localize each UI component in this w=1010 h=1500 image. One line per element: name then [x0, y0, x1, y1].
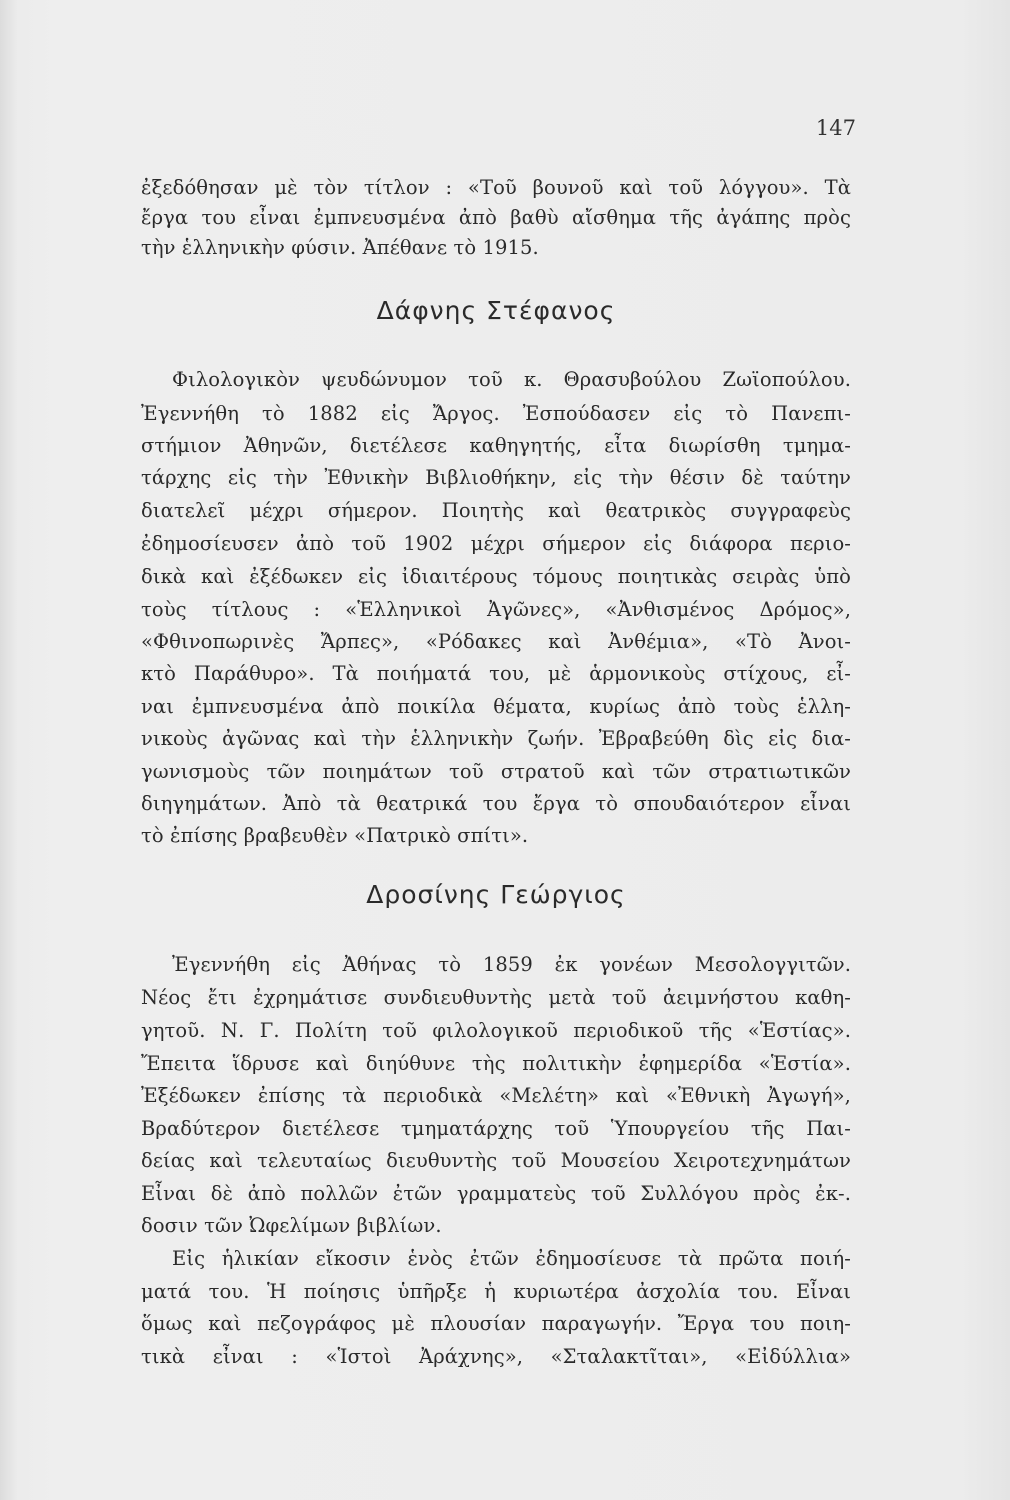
- text-line: δοσιν τῶν Ὠφελίμων βιβλίων.: [141, 1214, 442, 1237]
- text-line: Ἐγεννήθη τὸ 1882 εἰς Ἄργος. Ἐσπούδασεν εἰς τὸ Πανεπι-: [141, 402, 851, 425]
- page-number: 147: [815, 116, 856, 140]
- text-line: Βραδύτερον διετέλεσε τμηματάρχης τοῦ Ὑπουργείου τῆς Παι-: [141, 1117, 851, 1140]
- text-line: ναι ἐμπνευσμένα ἀπὸ ποικίλα θέματα, κυρίως ἀπὸ τοὺς ἑλλη-: [141, 695, 851, 718]
- text-line: δείας καὶ τελευταίως διευθυντὴς τοῦ Μουσείου Χειροτεχνημάτων: [141, 1149, 851, 1172]
- text-line: τοὺς τίτλους : «Ἑλληνικοὶ Ἀγῶνες», «Ἀνθισμένος Δρόμος»,: [141, 598, 851, 621]
- text-line: τὸ ἐπίσης βραβευθὲν «Πατρικὸ σπίτι».: [141, 824, 529, 847]
- text-line: τάρχης εἰς τὴν Ἐθνικὴν Βιβλιοθήκην, εἰς τὴν θέσιν δὲ ταύτην: [141, 466, 851, 489]
- text-line: διηγημάτων. Ἀπὸ τὰ θεατρικά του ἔργα τὸ σπουδαιότερον εἶναι: [141, 792, 851, 815]
- text-line: δικὰ καὶ ἐξέδωκεν εἰς ἰδιαιτέρους τόμους ποιητικὰς σειρὰς ὑπὸ: [141, 565, 851, 588]
- text-line: Φιλολογικὸν ψευδώνυμον τοῦ κ. Θρασυβούλου Ζωϊοπούλου.: [172, 368, 851, 391]
- text-line: Εἶναι δὲ ἀπὸ πολλῶν ἐτῶν γραμματεὺς τοῦ Συλλόγου πρὸς ἐκ-.: [141, 1182, 851, 1205]
- text-line: στήμιον Ἀθηνῶν, διετέλεσε καθηγητής, εἶτα διωρίσθη τμημα-: [141, 434, 851, 457]
- text-line: γητοῦ. Ν. Γ. Πολίτη τοῦ φιλολογικοῦ περιοδικοῦ τῆς «Ἑστίας».: [141, 1019, 851, 1042]
- entry-heading-dafnis: Δάφνης Στέφανος: [376, 296, 616, 325]
- text-line: νικοὺς ἀγῶνας καὶ τὴν ἑλληνικὴν ζωήν. Ἐβραβεύθη δὶς εἰς δια-: [141, 727, 851, 750]
- text-line: γωνισμοὺς τῶν ποιημάτων τοῦ στρατοῦ καὶ τῶν στρατιωτικῶν: [141, 760, 851, 783]
- text-line: διατελεῖ μέχρι σήμερον. Ποιητὴς καὶ θεατρικὸς συγγραφεὺς: [141, 499, 851, 522]
- text-line: ἔργα του εἶναι ἐμπνευσμένα ἀπὸ βαθὺ αἴσθημα τῆς ἀγάπης πρὸς: [141, 206, 851, 229]
- text-line: ἐξεδόθησαν μὲ τὸν τίτλον : «Τοῦ βουνοῦ καὶ τοῦ λόγγου». Τὰ: [141, 176, 851, 199]
- text-line: Ἐγεννήθη εἰς Ἀθήνας τὸ 1859 ἐκ γονέων Μεσολογγιτῶν.: [172, 953, 851, 976]
- text-line: Εἰς ἡλικίαν εἴκοσιν ἑνὸς ἐτῶν ἐδημοσίευσε τὰ πρῶτα ποιή-: [172, 1247, 851, 1270]
- text-line: Νέος ἔτι ἐχρημάτισε συνδιευθυντὴς μετὰ τοῦ ἀειμνήστου καθη-: [141, 986, 851, 1009]
- text-line: Ἔπειτα ἵδρυσε καὶ διηύθυνε τὴς πολιτικὴν ἐφημερίδα «Ἑστία».: [141, 1052, 851, 1075]
- text-line: ὅμως καὶ πεζογράφος μὲ πλουσίαν παραγωγήν. Ἔργα του ποιη-: [141, 1312, 851, 1335]
- text-line: ἐδημοσίευσεν ἀπὸ τοῦ 1902 μέχρι σήμερον εἰς διάφορα περιο-: [141, 532, 851, 555]
- entry-heading-drosinis: Δροσίνης Γεώργιος: [366, 880, 626, 909]
- text-line: «Φθινοπωρινὲς Ἄρπες», «Ρόδακες καὶ Ἀνθέμια», «Τὸ Ἀνοι-: [141, 630, 851, 653]
- text-line: τὴν ἑλληνικὴν φύσιν. Ἀπέθανε τὸ 1915.: [141, 236, 539, 259]
- text-line: τικὰ εἶναι : «Ἱστοὶ Ἀράχνης», «Σταλακτῖται», «Εἰδύλλια»: [141, 1345, 851, 1368]
- text-line: κτὸ Παράθυρο». Τὰ ποιήματά του, μὲ ἁρμονικοὺς στίχους, εἶ-: [141, 662, 851, 685]
- text-line: Ἐξέδωκεν ἐπίσης τὰ περιοδικὰ «Μελέτη» καὶ «Ἐθνικὴ Ἀγωγή»,: [141, 1084, 851, 1107]
- text-line: ματά του. Ἡ ποίησις ὑπῆρξε ἡ κυριωτέρα ἀσχολία του. Εἶναι: [141, 1280, 851, 1303]
